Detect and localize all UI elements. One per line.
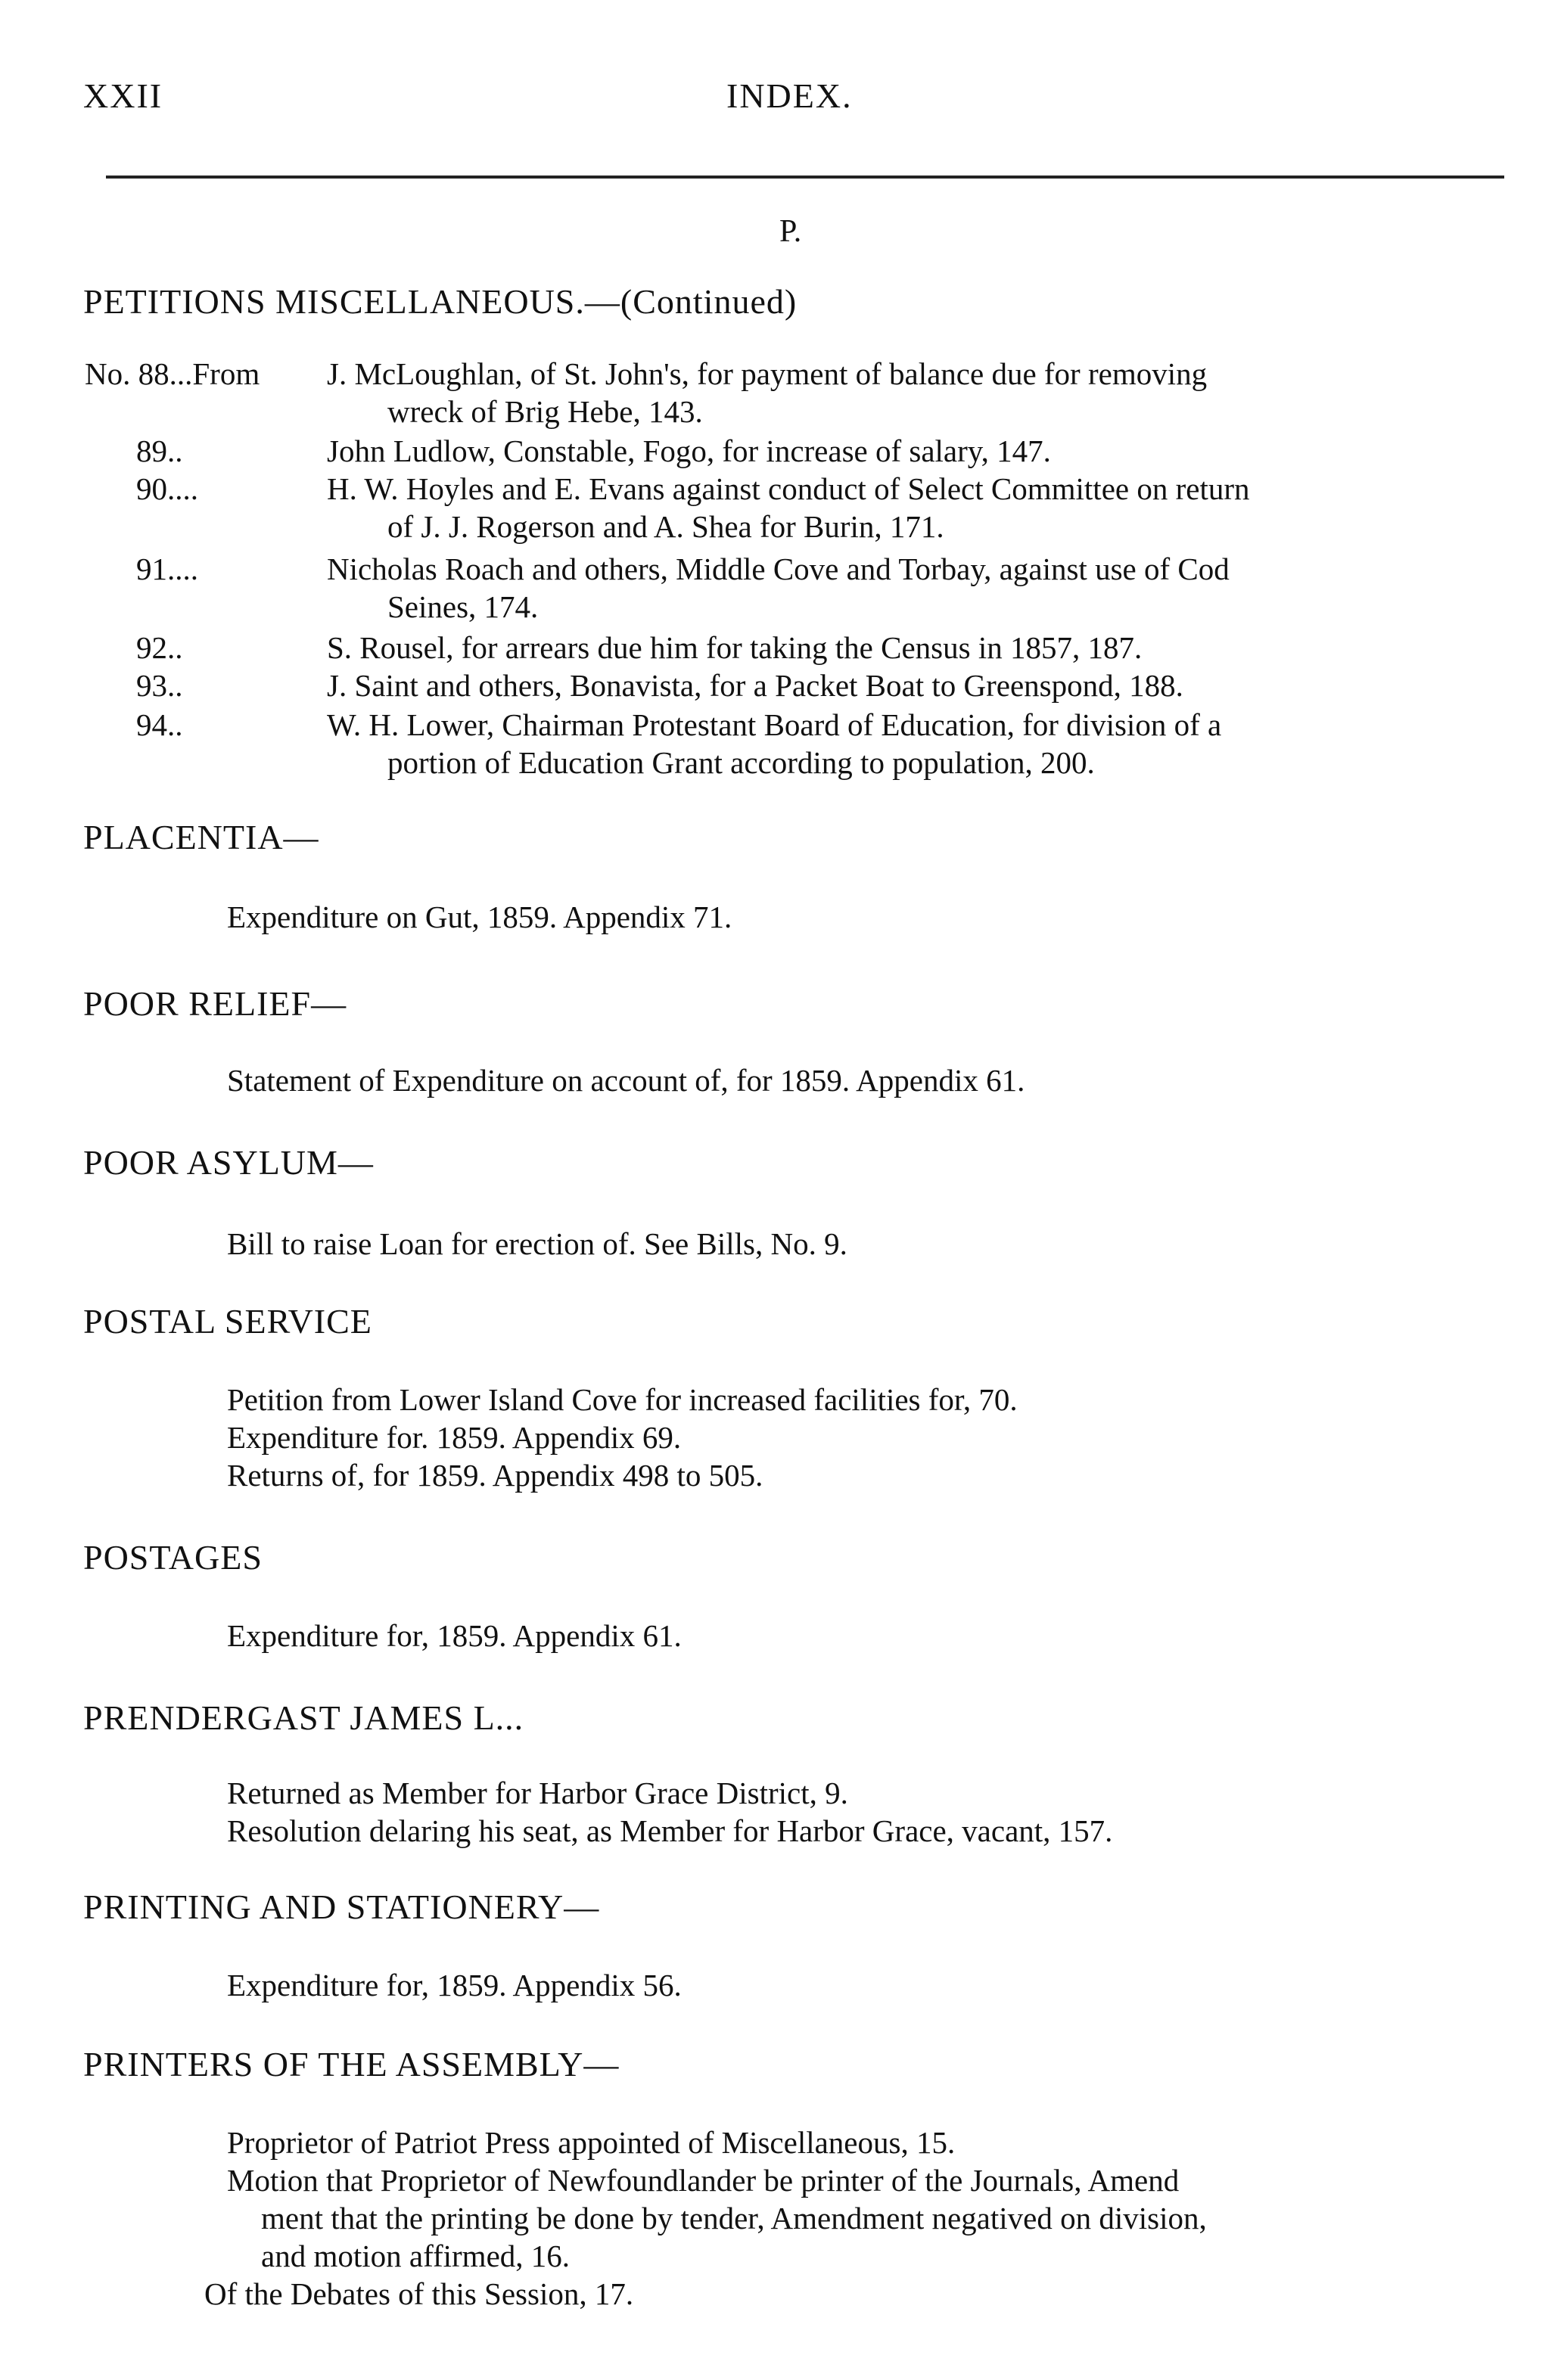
petition-text: J. Saint and others, Bonavista, for a Packet Boat to Greenspond, 188.: [327, 668, 1183, 703]
petition-number: 93..: [136, 668, 183, 703]
petition-text: Nicholas Roach and others, Middle Cove and Torbay, against use of Cod: [327, 552, 1230, 586]
entry-line: Expenditure for, 1859. Appendix 61.: [227, 1618, 682, 1653]
petition-text: J. McLoughlan, of St. John's, for payment of balance due for removing: [327, 356, 1208, 391]
page-title: INDEX.: [726, 76, 853, 115]
petition-text: W. H. Lower, Chairman Protestant Board of Education, for division of a: [327, 707, 1222, 742]
header-rule: [106, 176, 1504, 179]
petition-text-cont: Seines, 174.: [387, 589, 539, 624]
petition-number: 92..: [136, 630, 183, 665]
petition-text-cont: of J. J. Rogerson and A. Shea for Burin, 171.: [387, 509, 944, 544]
petition-text: S. Rousel, for arrears due him for taking the Census in 1857, 187.: [327, 630, 1143, 665]
entry-line: Of the Debates of this Session, 17.: [204, 2276, 634, 2311]
petition-number: No. 88...From: [85, 356, 260, 391]
entry-heading-poor-asylum: POOR ASYLUM—: [83, 1143, 374, 1182]
entry-line: Resolution delaring his seat, as Member for Harbor Grace, vacant, 157.: [227, 1813, 1113, 1848]
entry-line: Returned as Member for Harbor Grace District, 9.: [227, 1776, 848, 1810]
petition-number: 94..: [136, 707, 183, 742]
page-number: XXII: [83, 76, 163, 115]
entry-heading-printers-assembly: PRINTERS OF THE ASSEMBLY—: [83, 2045, 620, 2083]
entry-heading-prendergast: PRENDERGAST JAMES L...: [83, 1698, 524, 1737]
entry-line: Expenditure on Gut, 1859. Appendix 71.: [227, 899, 732, 934]
entry-line: ment that the printing be done by tender, Amendment negatived on division,: [261, 2201, 1207, 2236]
petition-text-cont: portion of Education Grant according to population, 200.: [387, 745, 1095, 780]
entry-line: and motion affirmed, 16.: [261, 2239, 571, 2273]
entry-heading-placentia: PLACENTIA—: [83, 818, 319, 856]
petition-number: 90....: [136, 471, 198, 506]
entry-line: Expenditure for, 1859. Appendix 56.: [227, 1968, 682, 2002]
petitions-heading: PETITIONS MISCELLANEOUS.—(Continued): [83, 282, 798, 321]
section-letter: P.: [779, 214, 802, 249]
entry-heading-printing-stationery: PRINTING AND STATIONERY—: [83, 1888, 600, 1926]
entry-heading-poor-relief: POOR RELIEF—: [83, 984, 347, 1023]
entry-line: Expenditure for. 1859. Appendix 69.: [227, 1420, 682, 1455]
entry-line: Statement of Expenditure on account of, for 1859. Appendix 61.: [227, 1063, 1025, 1098]
entry-line: Returns of, for 1859. Appendix 498 to 505.: [227, 1458, 763, 1493]
petition-text: John Ludlow, Constable, Fogo, for increase of salary, 147.: [327, 433, 1051, 468]
entry-heading-postages: POSTAGES: [83, 1538, 263, 1577]
entry-line: Motion that Proprietor of Newfoundlander be printer of the Journals, Amend: [227, 2163, 1180, 2198]
petition-number: 89..: [136, 433, 183, 468]
entry-line: Petition from Lower Island Cove for increased facilities for, 70.: [227, 1382, 1018, 1417]
petition-text: H. W. Hoyles and E. Evans against conduct of Select Committee on return: [327, 471, 1250, 506]
entry-heading-postal-service: POSTAL SERVICE: [83, 1302, 372, 1341]
petition-text-cont: wreck of Brig Hebe, 143.: [387, 394, 703, 429]
petition-number: 91....: [136, 552, 198, 586]
entry-line: Proprietor of Patriot Press appointed of Miscellaneous, 15.: [227, 2125, 956, 2160]
entry-line: Bill to raise Loan for erection of. See Bills, No. 9.: [227, 1226, 847, 1261]
